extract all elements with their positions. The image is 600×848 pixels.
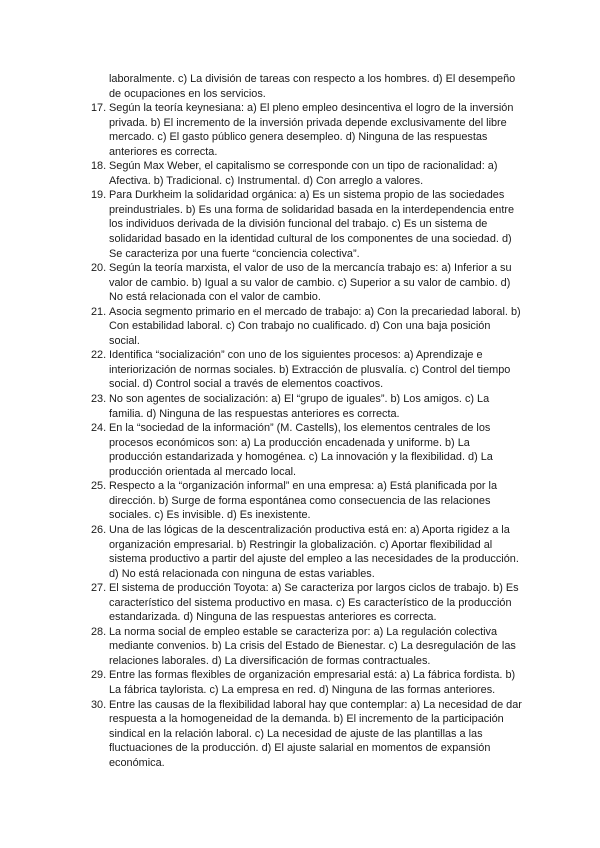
question-item <box>91 188 523 261</box>
question-text: No son agentes de socialización: a) El “grupo de iguales”. b) Los amigos. c) La familia. d) Ninguna de las respuestas anteriores es correcta. <box>109 393 490 420</box>
question-item <box>91 698 523 771</box>
question-text: Según la teoría marxista, el valor de uso de la mercancía trabajo es: a) Inferior a su valor de cambio. b) Igual a su valor de cambio. c) Superior a su valor de cambio. d) No está relacionada con el valor de cambio. <box>109 262 512 304</box>
question-item <box>91 392 523 421</box>
question-text: El sistema de producción Toyota: a) Se caracteriza por largos ciclos de trabajo. b) Es característico del sistema productivo en masa. c) Es característico de la producción estandarizada. d) Ninguna de las respuestas anteriores es correcta. <box>109 582 519 624</box>
question-item <box>91 421 523 479</box>
question-number: 25. <box>91 480 107 493</box>
question-item <box>91 479 523 523</box>
question-item <box>91 159 523 188</box>
question-text: Según la teoría keynesiana: a) El pleno empleo desincentiva el logro de la inversión privada. b) El incremento de la inversión privada depende exclusivamente del libre mercado. c) El gasto público genera desempleo. d) Ninguna de las respuestas anteriores es correcta. <box>109 102 514 158</box>
question-number: 21. <box>91 305 107 318</box>
question-number: 23. <box>91 393 107 406</box>
question-text: Entre las causas de la flexibilidad laboral hay que contemplar: a) La necesidad de dar respuesta a la homogeneidad de la demanda. b) El incremento de la participación sindical en la relación laboral. c) La necesidad de ajuste de las plantillas a las fluctuaciones de la producción. d) El ajuste salarial en momentos de expansión económica. <box>109 698 522 769</box>
question-number: 26. <box>91 523 107 536</box>
question-number: 19. <box>91 189 107 202</box>
question-item <box>91 305 523 349</box>
question-list <box>91 72 523 770</box>
question-item <box>91 348 523 392</box>
question-text: La norma social de empleo estable se caracteriza por: a) La regulación colectiva mediante convenios. b) La crisis del Estado de Bienestar. c) La desregulación de las relaciones laborales. d) La diversificación de formas contractuales. <box>109 625 516 667</box>
question-text: Entre las formas flexibles de organización empresarial está: a) La fábrica fordista. b) La fábrica taylorista. c) La empresa en red. d) Ninguna de las formas anteriores. <box>109 669 516 696</box>
question-number: 29. <box>91 669 107 682</box>
question-item <box>91 668 523 697</box>
question-number: 20. <box>91 262 107 275</box>
question-number: 17. <box>91 102 107 115</box>
question-item <box>91 523 523 581</box>
question-number: 18. <box>91 160 107 173</box>
question-text: Según Max Weber, el capitalismo se corresponde con un tipo de racionalidad: a) Afectiva. b) Tradicional. c) Instrumental. d) Con arreglo a valores. <box>109 160 498 187</box>
question-number: 22. <box>91 349 107 362</box>
question-item <box>91 581 523 625</box>
question-item <box>91 625 523 669</box>
question-text: En la “sociedad de la información” (M. Castells), los elementos centrales de los procesos económicos son: a) La producción encadenada y uniforme. b) La producción estandarizada y homogénea. c) La innovación y la flexibilidad. d) La producción orientada al mercado local. <box>109 422 493 478</box>
question-text: Para Durkheim la solidaridad orgánica: a) Es un sistema propio de las sociedades preindustriales. b) Es una forma de solidaridad basada en la interdependencia entre los individuos derivada de la división funcional del trabajo. c) Es un sistema de solidaridad basado en la identidad cultural de los componentes de una sociedad. d) Se caracteriza por una fuerte “conciencia colectiva”. <box>109 189 515 260</box>
question-item <box>91 261 523 305</box>
question-number <box>91 72 109 101</box>
question-number: 24. <box>91 422 107 435</box>
question-number: 27. <box>91 582 107 595</box>
question-text: Respecto a la “organización informal” en una empresa: a) Está planificada por la dirección. b) Surge de forma espontánea como consecuencia de las relaciones sociales. c) Es invisible. d) Es inexistente. <box>109 480 498 522</box>
question-number: 28. <box>91 625 107 638</box>
question-text: Asocia segmento primario en el mercado de trabajo: a) Con la precariedad laboral. b) Con estabilidad laboral. c) Con trabajo no cualificado. d) Con una baja posición social. <box>109 305 521 347</box>
question-text: Identifica “socialización” con uno de los siguientes procesos: a) Aprendizaje e interiorización de normas sociales. b) Extracción de plusvalía. c) Control del tiempo social. d) Control social a través de elementos coactivos. <box>109 349 511 391</box>
question-text: Una de las lógicas de la descentralización productiva está en: a) Aporta rigidez a la organización empresarial. b) Restringir la globalización. c) Aportar flexibilidad al sistema productivo a partir del ajuste del empleo a las necesidades de la producción. d) No está relacionada con ninguna de estas variables. <box>109 523 519 580</box>
question-text: laboralmente. c) La división de tareas con respecto a los hombres. d) El desempeño de ocupaciones en los servicios. <box>109 73 516 100</box>
question-item <box>91 101 523 159</box>
question-number: 30. <box>91 698 107 711</box>
question-item <box>91 72 523 101</box>
